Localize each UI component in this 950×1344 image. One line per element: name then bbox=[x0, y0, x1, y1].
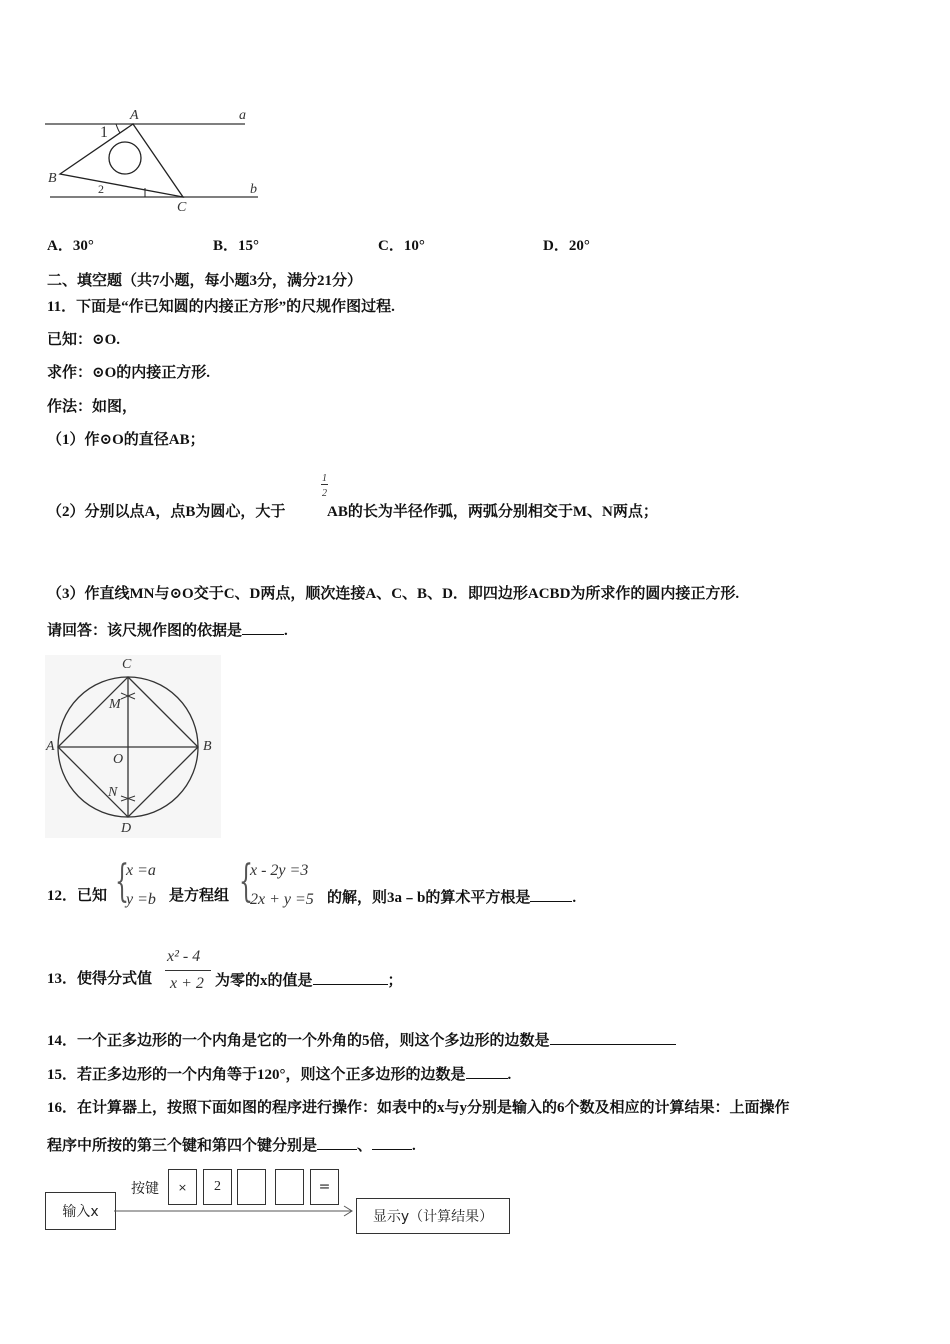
sys1-line2: y =b bbox=[126, 891, 156, 908]
label-a: a bbox=[239, 108, 246, 123]
answer-blank[interactable] bbox=[530, 887, 572, 902]
label-angle-1: 1 bbox=[100, 124, 108, 141]
q11-title: 11．下面是“作已知圆的内接正方形”的尺规作图过程. bbox=[47, 299, 395, 315]
sys2-line1: x - 2y =3 bbox=[250, 862, 309, 879]
brace: { bbox=[115, 856, 129, 907]
label-B: B bbox=[203, 739, 212, 754]
key-third-blank bbox=[237, 1169, 266, 1205]
answer-blank[interactable] bbox=[550, 1030, 676, 1045]
label-A: A bbox=[130, 108, 139, 123]
q12-mid: 是方程组 bbox=[169, 888, 230, 904]
key-2: 2 bbox=[203, 1169, 232, 1205]
answer-blank[interactable] bbox=[242, 620, 284, 635]
option-d[interactable]: D．20° bbox=[543, 238, 590, 254]
label-C: C bbox=[177, 200, 187, 215]
sys1-line1: x =a bbox=[126, 862, 156, 879]
q12-suffix: 的解，则3a﹣b的算术平方根是 . bbox=[327, 887, 576, 907]
key-fourth-blank bbox=[275, 1169, 304, 1205]
q11-step3: （3）作直线MN与⊙O交于C、D两点，顺次连接A、C、B、D．即四边形ACBD为所求作的圆内接正方形. bbox=[47, 586, 740, 602]
inscribed-square-figure bbox=[45, 655, 221, 838]
label-b: b bbox=[250, 182, 257, 197]
q11-method: 作法：如图， bbox=[47, 399, 138, 415]
q16-line1: 16．在计算器上，按照下面如图的程序进行操作：如表中的x与y分别是输入的6个数及相应的计算结果：上面操作 bbox=[47, 1100, 790, 1116]
q16-line2: 程序中所按的第三个键和第四个键分别是 、 . bbox=[47, 1135, 416, 1155]
sys2-line2: 2x + y =5 bbox=[250, 891, 314, 908]
answer-blank[interactable] bbox=[372, 1135, 412, 1150]
q11-step2-a: （2）分别以点A，点B为圆心，大于 bbox=[47, 504, 286, 520]
fraction-denominator: 2 bbox=[322, 488, 327, 499]
q11-given: 已知：⊙O. bbox=[47, 332, 120, 348]
q14: 14．一个正多边形的一个内角是它的一个外角的5倍，则这个多边形的边数是 bbox=[47, 1030, 676, 1050]
key-equals: = bbox=[310, 1169, 339, 1205]
answer-blank[interactable] bbox=[313, 970, 388, 985]
answer-blank[interactable] bbox=[466, 1064, 508, 1079]
label-C: C bbox=[122, 657, 132, 672]
label-angle-2: 2 bbox=[98, 182, 104, 196]
label-A: A bbox=[46, 739, 55, 754]
output-y-box: 显示y（计算结果） bbox=[356, 1198, 510, 1234]
fraction-bar bbox=[165, 970, 211, 971]
q15: 15．若正多边形的一个内角等于120°，则这个正多边形的边数是 . bbox=[47, 1064, 511, 1084]
q11-step2-b: AB的长为半径作弧，两弧分别相交于M、N两点； bbox=[327, 504, 658, 520]
label-B: B bbox=[48, 171, 57, 186]
label-O: O bbox=[113, 752, 124, 767]
option-b[interactable]: B．15° bbox=[213, 238, 260, 254]
q13-prefix: 13．使得分式值 bbox=[47, 971, 153, 987]
label-N: N bbox=[108, 785, 118, 800]
q11-step1: （1）作⊙O的直径AB； bbox=[47, 432, 205, 448]
label-M: M bbox=[109, 697, 121, 712]
fraction-numerator: 1 bbox=[322, 473, 327, 484]
keys-label: 按键 bbox=[131, 1181, 159, 1197]
key-multiply: × bbox=[168, 1169, 197, 1205]
q12-prefix: 12．已知 bbox=[47, 888, 108, 904]
fraction-numerator: x² - 4 bbox=[167, 948, 201, 965]
q13-suffix: 为零的x的值是 ； bbox=[215, 970, 403, 990]
answer-blank[interactable] bbox=[317, 1135, 357, 1150]
option-c[interactable]: C．10° bbox=[378, 238, 425, 254]
label-D: D bbox=[121, 821, 132, 836]
input-x-box: 输入x bbox=[45, 1192, 116, 1230]
option-a[interactable]: A．30° bbox=[47, 238, 94, 254]
q11-require: 求作：⊙O的内接正方形. bbox=[47, 365, 210, 381]
q11-question: 请回答：该尺规作图的依据是 . bbox=[47, 620, 288, 640]
brace: { bbox=[239, 856, 253, 907]
section-heading: 二、填空题（共7小题，每小题3分，满分21分） bbox=[47, 273, 363, 289]
flow-arrow bbox=[114, 1205, 356, 1217]
fraction-denominator: x + 2 bbox=[170, 975, 204, 992]
